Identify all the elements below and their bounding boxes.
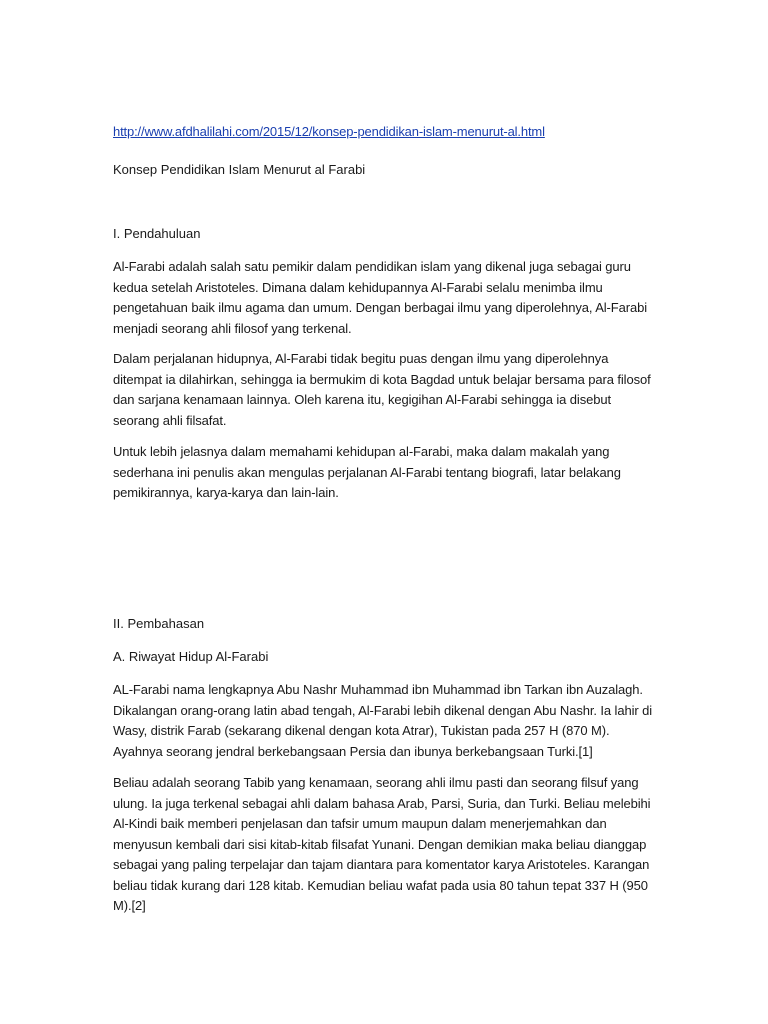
section-2-subheading: A. Riwayat Hidup Al-Farabi bbox=[113, 649, 269, 664]
section-1-paragraph-3: Untuk lebih jelasnya dalam memahami kehidupan al-Farabi, maka dalam makalah yang sederhana ini penulis akan mengulas perjalanan Al-Farabi tentang biografi, latar belakang pemikirannya, karya-karya dan lain-lain. bbox=[113, 444, 621, 500]
section-1-paragraph-2: Dalam perjalanan hidupnya, Al-Farabi tidak begitu puas dengan ilmu yang diperolehnya ditempat ia dilahirkan, sehingga ia bermukim di kota Bagdad untuk belajar bersama para filosof dan sarjana kenamaan lainnya. Oleh karena itu, kegigihan Al-Farabi sehingga ia disebut seorang ahli filsafat. bbox=[113, 351, 651, 428]
section-1-paragraph-1: Al-Farabi adalah salah satu pemikir dalam pendidikan islam yang dikenal juga sebagai guru kedua setelah Aristoteles. Dimana dalam kehidupannya Al-Farabi selalu menimba ilmu pengetahuan baik ilmu agama dan umum. Dengan berbagai ilmu yang diperolehnya, Al-Farabi menjadi seorang ahli filosof yang terkenal. bbox=[113, 259, 648, 336]
source-link[interactable]: http://www.afdhalilahi.com/2015/12/konsep-pendidikan-islam-menurut-al.html bbox=[113, 124, 545, 139]
section-2-paragraph-2: Beliau adalah seorang Tabib yang kenamaan, seorang ahli ilmu pasti dan seorang filsuf yang ulung. Ia juga terkenal sebagai ahli dalam bahasa Arab, Parsi, Suria, dan Turki. Beliau melebihi Al-Kindi baik memberi penjelasan dan tafsir umum maupun dalam menerjemahkan dan menyusun kembali dari sisi kitab-kitab filsafat Yunani. Dengan demikian maka beliau dianggap sebagai yang paling terpelajar dan tajam diantara para komentator karya Aristoteles. Karangan beliau tidak kurang dari 128 kitab. Kemudian beliau wafat pada usia 80 tahun tepat 337 H (950 M).[2] bbox=[113, 775, 651, 913]
section-2-paragraph-1: AL-Farabi nama lengkapnya Abu Nashr Muhammad ibn Muhammad ibn Tarkan ibn Auzalagh. Dikalangan orang-orang latin abad tengah, Al-Farabi lebih dikenal dengan Abu Nashr. Ia lahir di Wasy, distrik Farab (sekarang dikenal dengan kota Atrar), Tukistan pada 257 H (870 M). Ayahnya seorang jendral berkebangsaan Persia dan ibunya berkebangsaan Turki.[1] bbox=[113, 682, 653, 759]
section-2-heading: II. Pembahasan bbox=[113, 616, 205, 631]
section-1-heading: I. Pendahuluan bbox=[113, 226, 201, 241]
document-title: Konsep Pendidikan Islam Menurut al Farabi bbox=[113, 162, 366, 177]
